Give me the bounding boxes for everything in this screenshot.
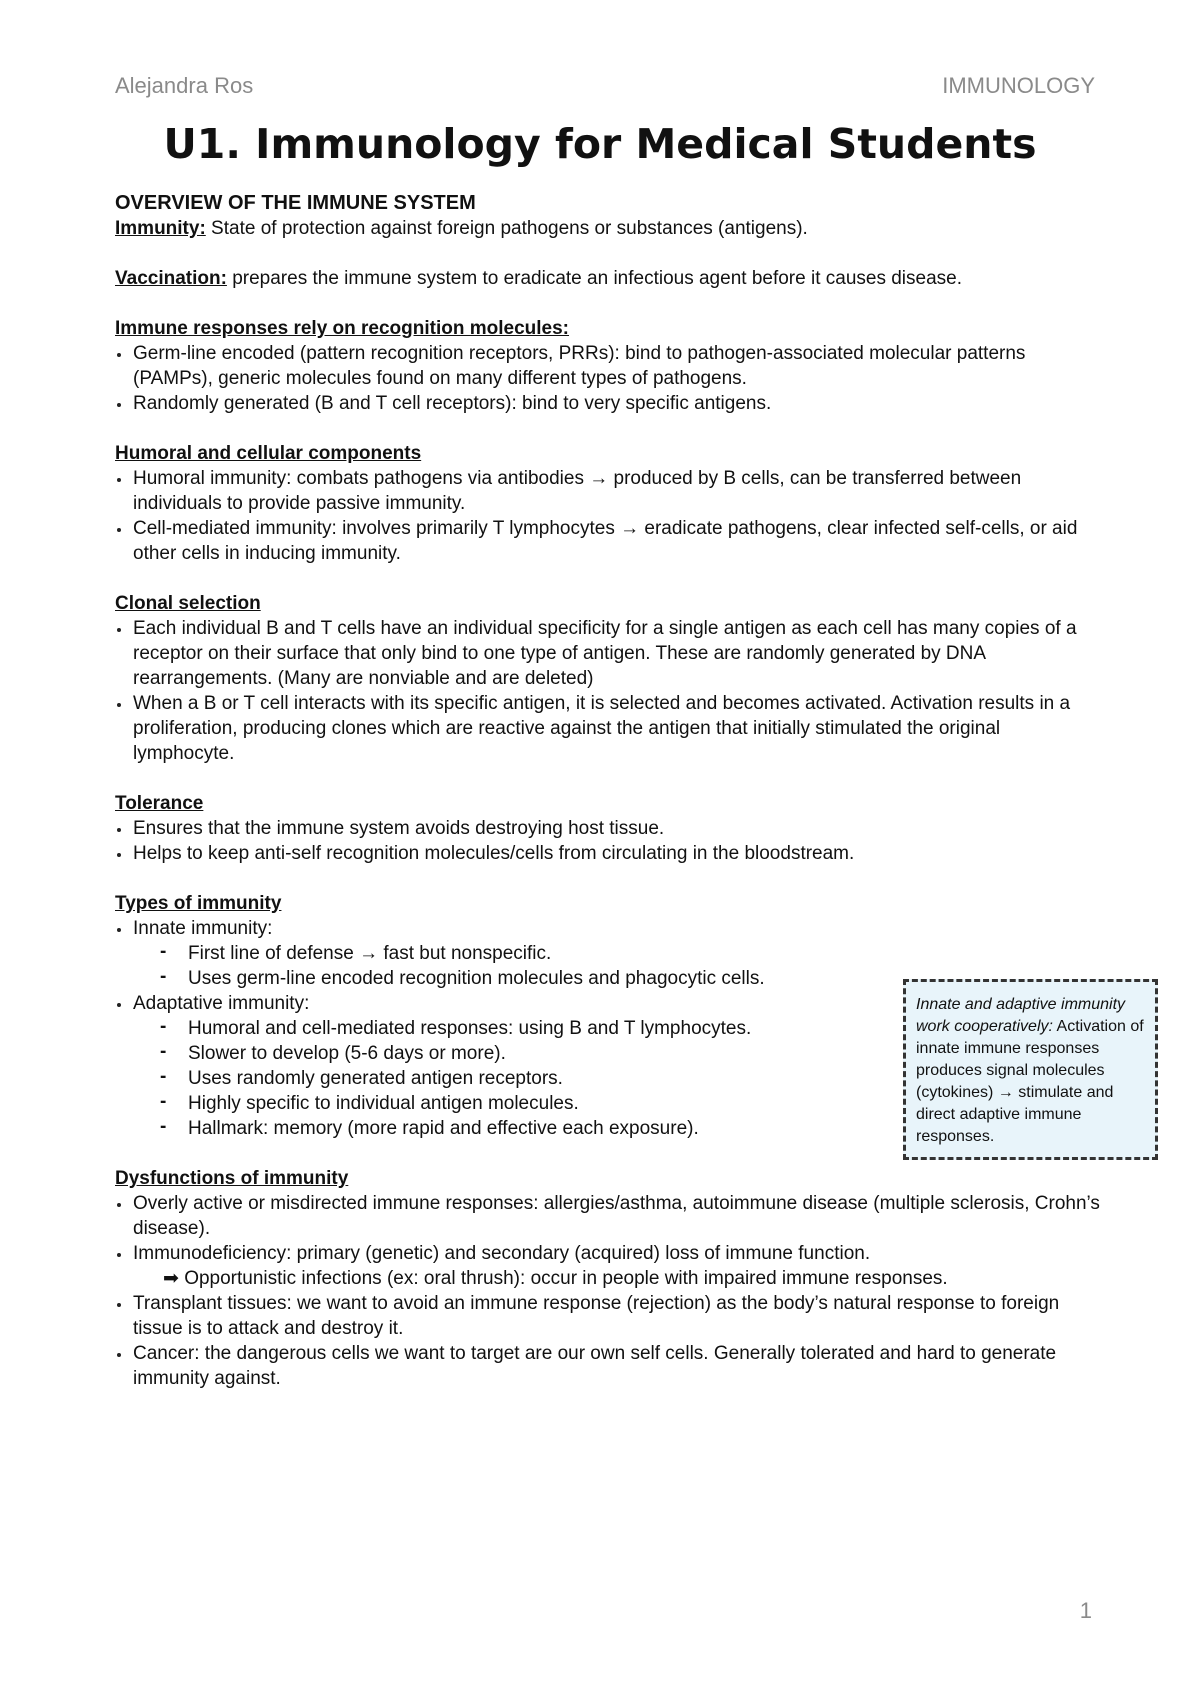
types-heading: Types of immunity — [115, 893, 282, 914]
innate-label: Innate immunity: — [133, 918, 273, 939]
dysfunctions-heading: Dysfunctions of immunity — [115, 1168, 349, 1189]
recognition-heading: Immune responses rely on recognition molecules: — [115, 318, 570, 339]
immunity-text: State of protection against foreign pathogens or substances (antigens). — [205, 218, 808, 239]
vaccination-text: prepares the immune system to eradicate an infectious agent before it causes disease. — [226, 268, 962, 289]
list-item: - Slower to develop (5-6 days or more). — [160, 1041, 1100, 1066]
list-item: Ensures that the immune system avoids destroying host tissue. — [115, 816, 1100, 841]
list-item: Helps to keep anti-self recognition molecules/cells from circulating in the bloodstream. — [115, 841, 1100, 866]
section-title: OVERVIEW OF THE IMMUNE SYSTEM — [115, 192, 476, 214]
tolerance-list — [115, 816, 1100, 866]
humoral-list — [115, 466, 1100, 566]
clonal-heading: Clonal selection — [115, 593, 261, 614]
list-item: Cancer: the dangerous cells we want to target are our own self cells. Generally tolerated and hard to generate immunity against. — [115, 1341, 1100, 1391]
document-body — [115, 190, 1100, 1391]
callout-lead: Innate and adaptive immunity work cooperatively: — [916, 996, 1126, 1035]
list-item: Randomly generated (B and T cell receptors): bind to very specific antigens. — [115, 391, 1100, 416]
immunity-definition — [115, 216, 1100, 241]
list-item: - Hallmark: memory (more rapid and effective each exposure). — [160, 1116, 1100, 1141]
tolerance-heading: Tolerance — [115, 793, 204, 814]
adaptive-label: Adaptative immunity: — [133, 993, 310, 1014]
list-item: - First line of defense → fast but nonspecific. — [160, 941, 1100, 966]
list-item — [115, 916, 1100, 941]
list-item: Cell-mediated immunity: involves primarily T lymphocytes → eradicate pathogens, clear infected self-cells, or aid other cells in inducing immunity. — [115, 516, 1100, 566]
list-item: - Uses germ-line encoded recognition molecules and phagocytic cells. — [160, 966, 1100, 991]
dysfunctions-list — [115, 1191, 1100, 1391]
humoral-heading: Humoral and cellular components — [115, 443, 422, 464]
types-list — [115, 916, 1100, 941]
list-item: - Humoral and cell-mediated responses: using B and T lymphocytes. — [160, 1016, 1100, 1041]
vaccination-definition — [115, 266, 1100, 291]
list-item: Germ-line encoded (pattern recognition receptors, PRRs): bind to pathogen-associated molecular patterns (PAMPs), generic molecules found on many different types of pathogens. — [115, 341, 1100, 391]
list-item: - Highly specific to individual antigen molecules. — [160, 1091, 1100, 1116]
list-item: Transplant tissues: we want to avoid an immune response (rejection) as the body’s natural response to foreign tissue is to attack and destroy it. — [115, 1291, 1100, 1341]
page-number: 1 — [1079, 1598, 1092, 1623]
recognition-list — [115, 341, 1100, 416]
list-item — [115, 1241, 1100, 1291]
list-item: Overly active or misdirected immune responses: allergies/asthma, autoimmune disease (multiple sclerosis, Crohn’s disease). — [115, 1191, 1100, 1241]
callout-box — [903, 979, 1158, 1160]
list-item: When a B or T cell interacts with its specific antigen, it is selected and becomes activated. Activation results in a proliferation, producing clones which are reactive against the antigen that initially stimulated the original lymphocyte. — [115, 691, 1100, 766]
page-title: U1. Immunology for Medical Students — [163, 120, 1037, 168]
header-subject: IMMUNOLOGY — [942, 73, 1095, 98]
callout-text: Activation of innate immune responses produces signal molecules (cytokines) → stimulate and direct adaptive immune responses. — [916, 1018, 1144, 1145]
list-item: - Uses randomly generated antigen receptors. — [160, 1066, 1100, 1091]
immunodeficiency-text: Immunodeficiency: primary (genetic) and secondary (acquired) loss of immune function. — [133, 1243, 871, 1264]
opportunistic-infections-note: ➡ Opportunistic infections (ex: oral thrush): occur in people with impaired immune responses. — [163, 1268, 948, 1289]
clonal-list — [115, 616, 1100, 766]
list-item: Each individual B and T cells have an individual specificity for a single antigen as each cell has many copies of a receptor on their surface that only bind to one type of antigen. These are randomly generated by DNA rearrangements. (Many are nonviable and are deleted) — [115, 616, 1100, 691]
immunity-term: Immunity: — [115, 218, 206, 239]
header-author: Alejandra Ros — [115, 73, 254, 98]
list-item: Humoral immunity: combats pathogens via antibodies → produced by B cells, can be transferred between individuals to provide passive immunity. — [115, 466, 1100, 516]
vaccination-term: Vaccination: — [115, 268, 227, 289]
